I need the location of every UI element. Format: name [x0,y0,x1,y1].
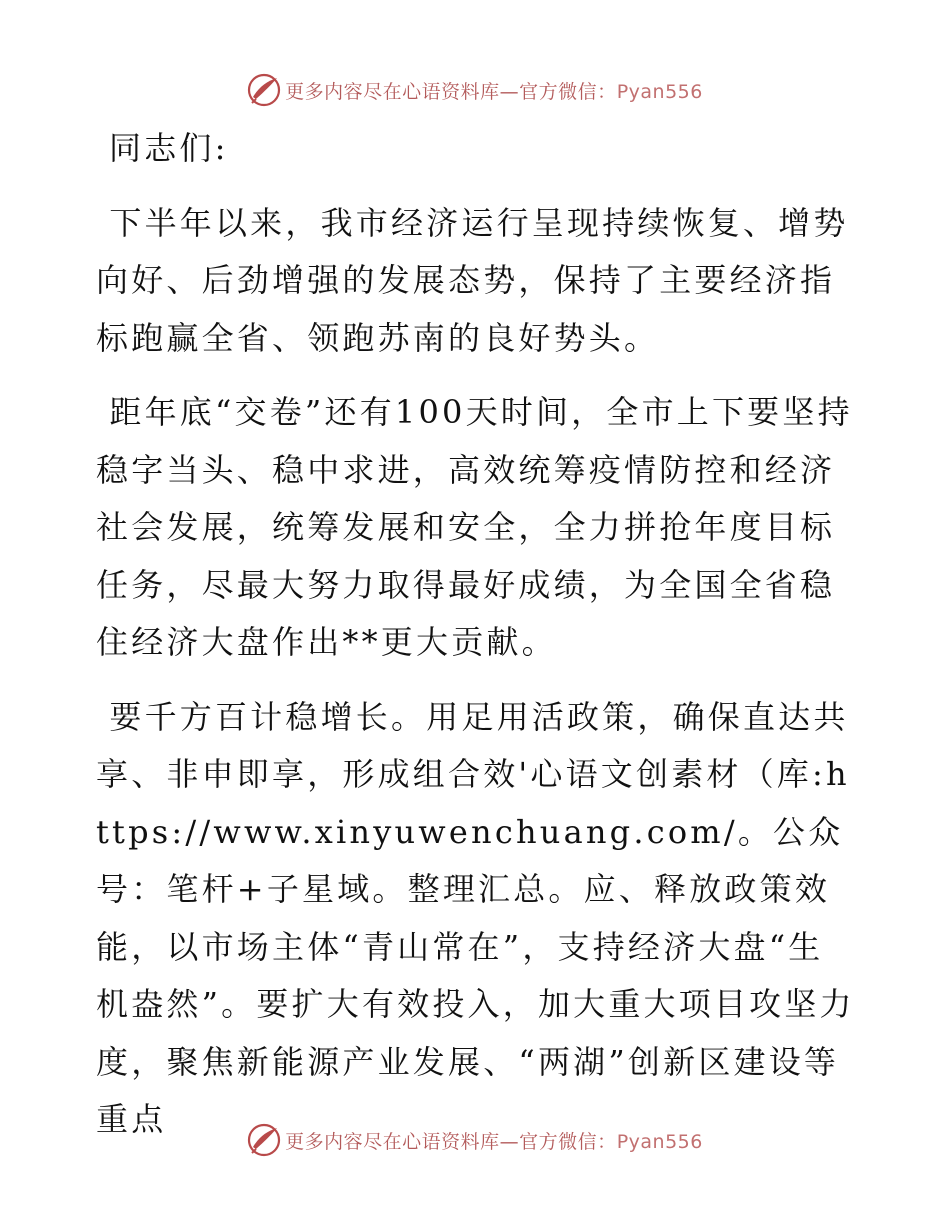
footer-wechat-label: 官方微信： [519,1130,617,1153]
salutation: 同志们: [109,129,229,167]
header-watermark [0,70,950,110]
header-wechat-id: Pyan556 [616,80,703,103]
footer-separator: — [499,1130,520,1153]
document-body [96,120,856,1149]
quill-logo-icon [247,1123,281,1157]
paragraph-3: 要千方百计稳增长。用足用活政策，确保直达共享、非申即享，形成组合效'心语文创素材（库:https://www.xinyuwenchuang.com/。公众号：笔杆+子星域。整理汇总。应、释放政策效能，以市场主体“青山常在”，支持经济大盘“生机盎然”。要扩大有效投入，加大重大项目攻坚力度，聚焦新能源产业发展、“两湖”创新区建设等重点 [96,697,855,1138]
footer-wechat-id: Pyan556 [616,1130,703,1153]
paragraph-2: 距年底“交卷”还有100天时间，全市上下要坚持稳字当头、稳中求进，高效统筹疫情防控和经济社会发展，统筹发展和安全，全力拼抢年度目标任务，尽最大努力取得最好成绩，为全国全省稳住经济大盘作出**更大贡献。 [96,393,853,661]
header-separator: — [499,80,520,103]
header-brand-text: 更多内容尽在心语资料库 [285,80,500,103]
footer-banner-text [285,1127,703,1154]
footer-watermark [0,1120,950,1160]
footer-brand-text: 更多内容尽在心语资料库 [285,1130,500,1153]
header-banner-text [285,77,703,104]
paragraph-1: 下半年以来，我市经济运行呈现持续恢复、增势向好、后劲增强的发展态势，保持了主要经济指标跑赢全省、领跑苏南的良好势头。 [96,203,849,357]
quill-logo-icon [247,73,281,107]
header-wechat-label: 官方微信： [519,80,617,103]
